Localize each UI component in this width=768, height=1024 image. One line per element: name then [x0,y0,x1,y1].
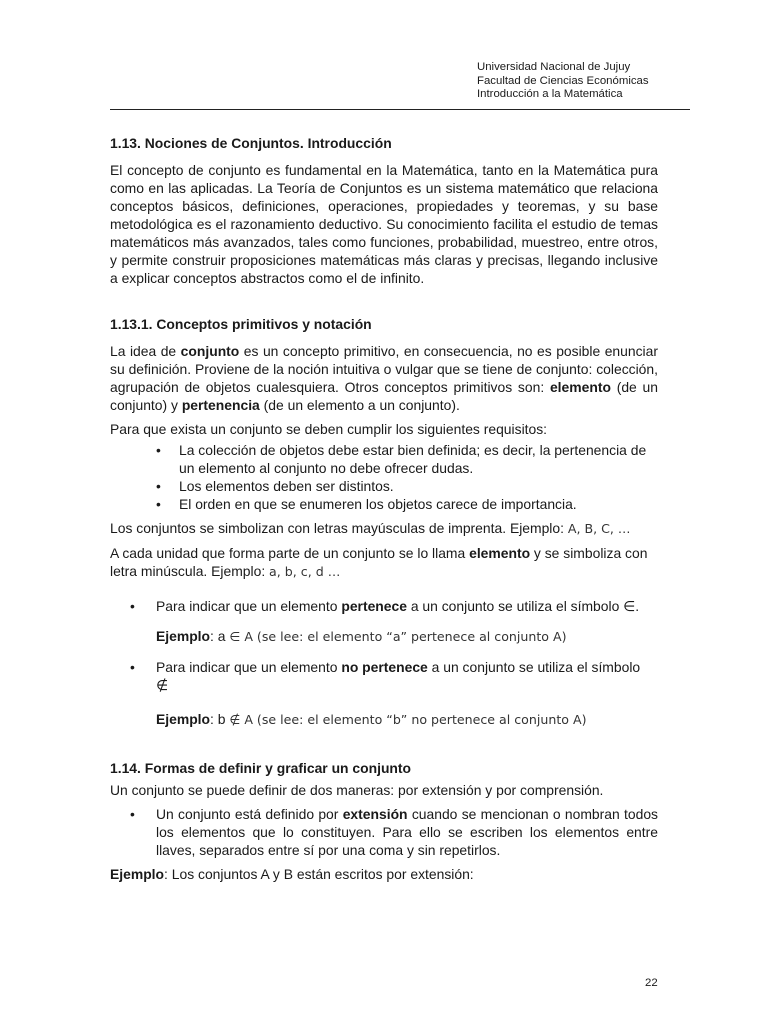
text-run: (de un elemento a un conjunto). [259,397,460,413]
bullet-icon: • [130,598,135,614]
page-header [477,61,649,102]
text-run: : a [210,628,230,644]
uppercase-notation-paragraph [110,519,658,538]
bullet-icon: • [156,442,161,458]
list-item-text: La colección de objetos debe estar bien definida; es decir, la pertenencia de un elemento al conjunto no debe ofrecer dudas. [179,442,647,476]
primitive-concepts-paragraph [110,342,658,414]
section-title-1-13: 1.13. Nociones de Conjuntos. Introducción [110,135,392,151]
example-label: Ejemplo [110,866,165,882]
bold-term-pertenece: pertenece [341,598,407,614]
requirements-list [110,441,658,513]
text-run: y se simboliza con letra minúscula. Ejemplo: [110,545,648,579]
list-item-extension [110,805,658,859]
bullet-icon: • [156,478,161,494]
text-run: Los conjuntos se simbolizan con letras mayúsculas de imprenta. Ejemplo: [110,520,568,536]
text-run: La idea de [110,343,181,359]
list-item-not-belongs [110,658,658,694]
bullet-icon: • [130,806,135,822]
list-item-belongs [110,597,658,615]
text-run: A cada unidad que forma parte de un conjunto se lo llama [110,545,470,561]
list-item [110,495,658,513]
element-of-symbol: ∈. [623,598,640,614]
membership-list [110,597,658,615]
bold-term-elemento: elemento [469,545,531,561]
text-run: Un conjunto está definido por [156,806,343,822]
text-run: Para indicar que un elemento [156,659,342,675]
definition-methods-paragraph: Un conjunto se puede definir de dos maneras: por extensión y por comprensión. [110,782,604,798]
example-belongs-text: ∈ A (se lee: el elemento “a” pertenece al conjunto A) [229,629,567,644]
example-not-belongs [110,710,658,729]
uppercase-example: A, B, C, … [567,521,631,536]
not-element-of-symbol: ∉ [156,677,169,693]
list-item-text: Los elementos deben ser distintos. [179,478,394,494]
non-membership-list [110,658,658,694]
example-not-belongs-text: ∉ A (se lee: el elemento “b” no pertenece al conjunto A) [229,712,587,727]
element-notation-paragraph [110,544,658,581]
page-number: 22 [645,977,658,989]
bold-term-extension: extensión [342,806,408,822]
list-item-text: El orden en que se enumeren los objetos carece de importancia. [179,496,577,512]
text-run: es un concepto primitivo, en consecuencia, no es posible enunciar su definición. Proviene de la noción intuitiva o vulgar que se tiene de conjunto: colección, agrupación de objetos cualesquiera. Otros conceptos primitivos son: [110,343,658,395]
header-university: Universidad Nacional de Jujuy [477,61,631,73]
text-run: cuando se mencionan o nombran todos los elementos que lo constituyen. Para ello se escriben los elementos entre llaves, separados entre sí por una coma y sin repetirlos. [156,806,658,858]
bold-term-elemento: elemento [549,379,611,395]
text-run: : Los conjuntos A y B están escritos por extensión: [164,866,474,882]
example-label: Ejemplo [156,628,211,644]
bullet-icon: • [156,496,161,512]
extension-example [110,865,658,883]
header-rule [110,109,690,110]
list-item [110,441,658,477]
bold-term-no-pertenece: no pertenece [341,659,428,675]
bullet-icon: • [130,659,135,675]
text-run: a un conjunto se utiliza el símbolo [427,659,641,675]
section-title-1-13-1: 1.13.1. Conceptos primitivos y notación [110,316,372,332]
text-run: a un conjunto se utiliza el símbolo [406,598,624,614]
header-course: Introducción a la Matemática [477,88,623,100]
lowercase-example: a, b, c, d … [269,564,341,579]
example-label: Ejemplo [156,711,211,727]
text-run: : b [210,711,230,727]
section-1-13-paragraph: El concepto de conjunto es fundamental en la Matemática, tanto en la Matemática pura como en las aplicadas. La Teoría de Conjuntos es un sistema matemático que relaciona conceptos básicos, definiciones, operaciones, propiedades y teoremas, y su base metodológica es el razonamiento deductivo. Su conocimiento facilita el estudio de temas matemáticos más avanzados, tales como funciones, probabilidad, muestreo, entre otros, y permite construir proposiciones matemáticas más claras y precisas, llegando inclusive a explicar conceptos abstractos como el de infinito. [110,162,658,286]
header-faculty: Facultad de Ciencias Económicas [477,74,649,87]
text-run: Para indicar que un elemento [156,598,342,614]
bold-term-pertenencia: pertenencia [181,397,260,413]
extension-list [110,805,658,859]
page-content [110,134,658,883]
text-run: (de un conjunto) y [110,379,659,413]
requirements-intro: Para que exista un conjunto se deben cumplir los siguientes requisitos: [110,421,548,437]
example-belongs [110,627,658,646]
list-item [110,477,658,495]
section-title-1-14: 1.14. Formas de definir y graficar un conjunto [110,760,412,776]
bold-term-conjunto: conjunto [180,343,240,359]
